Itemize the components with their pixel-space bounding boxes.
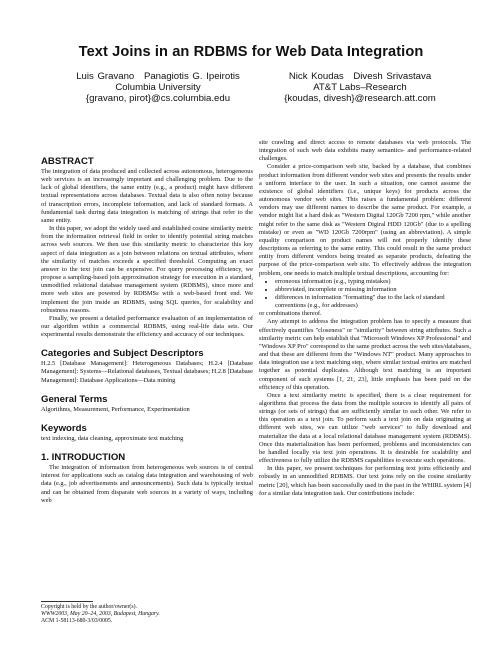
general-terms-text: Algorithms, Measurement, Performance, Experimentation <box>41 405 190 413</box>
intro-paragraph: site crawling and direct access to remote databases via web protocols. The integration of such web data exhibits many semantics- and performance-related challenges. <box>259 139 471 163</box>
author-block-left <box>52 72 264 104</box>
keywords-text: text indexing, data cleaning, approximate text matching <box>41 434 184 442</box>
author-emails-left: {gravano, pirot}@cs.columbia.edu <box>85 92 231 104</box>
intro-paragraph: or combinations thereof. <box>259 310 322 318</box>
author-emails-right: {koudas, divesh}@research.att.com <box>284 92 436 104</box>
footnote-rule <box>41 601 93 602</box>
author-name: Luis Gravano <box>76 71 135 82</box>
bullet-list <box>259 278 471 311</box>
copyright-notice <box>41 601 253 625</box>
list-item: • erroneous information (e.g., typing mistakes) <box>275 278 471 286</box>
categories-text: H.2.5 [Database Management]: Heterogeneous Databases; H.2.4 [Database Management]: Systems—Relational databases, Textual databases; H.2.8 [Database Management]: Database Applications—Data mining <box>41 360 253 384</box>
author-block-right <box>262 72 458 104</box>
author-name: Panagiotis G. Ipeirotis <box>143 71 240 82</box>
intro-paragraph: In this paper, we present techniques for performing text joins efficiently and robustly in an unmodified RDBMS. Our text joins rely on the cosine similarity metric [20], which has been successfully used in the past in the WHIRL system [4] for a similar data integration task. Our contributions include: <box>259 465 471 497</box>
intro-paragraph: Consider a price-comparison web site, backed by a database, that combines product information from different vendor web sites and presents the results under a uniform interface to the user. In such a situation, one cannot assume the existence of global identifiers (i.e., unique keys) for products across the autonomous vendor web sites. This raises a fundamental problem: different vendors may use different names to describe the same product. For example, a vendor might list a hard disk as "Western Digital 120Gb 7200 rpm," while another might refer to the same disk as "Western Digiral HDD 120Gb" (due to a spelling mistake) or even as "WD 120Gb 7200rpm" (using an abbreviation). A simple equality comparison on product names will not properly identify these descriptions as referring to the same entity. This could result in the same product entity from different vendors being treated as separate products, defeating the purpose of the price-comparison web site. To effectively address the integration problem, one needs to match multiple textual descriptions, accounting for: <box>259 163 471 277</box>
left-column <box>41 156 253 505</box>
author-institution-right: AT&T Labs–Research <box>313 81 407 93</box>
right-column <box>259 139 471 498</box>
categories-heading: Categories and Subject Descriptors <box>41 348 204 360</box>
abstract-paragraph: The integration of data produced and collected across autonomous, heterogeneous web services is an increasingly important and challenging problem. Due to the lack of global identifiers, the same entity (e.g., a product) might have different textual representations across databases. Textual data is also often noisy because of transcription errors, incomplete information, and lack of standard formats. A fundamental task during data integration is matching of strings that refer to the same entity. <box>41 168 253 224</box>
conference-line: WWW2003, May 20–24, 2003, Budapest, Hungary. <box>41 610 160 617</box>
abstract-heading: ABSTRACT <box>41 156 94 167</box>
introduction-heading: 1. INTRODUCTION <box>41 452 126 464</box>
intro-paragraph: The integration of information from heterogeneous web sources is of central interest for applications such as catalog data integration and warehousing of web data (e.g., job advertisements and announcements). Such data is typically textual and can be obtained from disparate web sources in a variety of ways, including web <box>41 464 253 504</box>
acm-line: ACM 1-58113-680-3/03/0005. <box>41 617 113 624</box>
keywords-heading: Keywords <box>41 422 87 434</box>
author-institution-left: Columbia University <box>115 81 201 93</box>
paper-title: Text Joins in an RDBMS for Web Data Integration <box>78 44 424 60</box>
author-name: Nick Koudas <box>288 71 344 82</box>
copyright-line: Copyright is held by the author/owner(s). <box>41 604 137 610</box>
list-item: • abbreviated, incomplete or missing information <box>275 286 471 294</box>
abstract-paragraph: In this paper, we adopt the widely used and established cosine similarity metric from the information retrieval field in order to identify potential string matches across web sources. We then use this similarity metric to characterize this key aspect of data integration as a join between relations on textual attributes, where the similarity of matches exceeds a specified threshold. Computing an exact answer to the text join can be expensive. For query processing efficiency, we propose a sampling-based join approximation strategy for execution in a standard, unmodified relational database management system (RDBMS), since more and more web sites are powered by RDBMSs with a web-based front end. We implement the join inside an RDBMS, using SQL queries, for scalability and robustness reasons. <box>41 225 253 314</box>
intro-paragraph: Once a text similarity metric is specified, there is a clear requirement for algorithms that process the data from the multiple sources to identify all pairs of strings (or sets of strings) that are sufficiently similar to each other. We refer to this operation as a text join. To perform such a text join on data originating at different web sites, we can utilize "web services" to fully download and materialize the data at a local relational database management system (RDBMS). Once this materialization has been performed, problems and inconsistencies can be handled locally via text join operations. It is desirable for scalability and effectiveness to fully utilize the RDBMS capabilities to execute such operations. <box>259 391 471 465</box>
author-name: Divesh Srivastava <box>353 71 432 82</box>
intro-paragraph: Any attempt to address the integration problem has to specify a measure that effectively quantifies "closeness" or "similarity" between string attributes. Such a similarity metric can help establish that "Microsoft Windows XP Professional" and "Windows XP Pro" correspond to the same product across the web sites/databases, and that these are different from the "Windows NT" product. Many approaches to data integration use a text matching step, where similar textual entries are matched together as potential duplicates. Although text matching is an important component of such systems [1, 21, 23], little emphasis has been paid on the efficiency of this operation. <box>259 318 471 391</box>
list-item: • differences in information "formatting" due to the lack of standard conventions (e.g., for addresses) <box>275 294 471 310</box>
general-terms-heading: General Terms <box>41 393 108 405</box>
abstract-paragraph: Finally, we present a detailed performance evaluation of an implementation of our algorithm within a commercial RDBMS, using real-life data sets. Our experimental results demonstrate the efficiency and accuracy of our techniques. <box>41 314 253 339</box>
